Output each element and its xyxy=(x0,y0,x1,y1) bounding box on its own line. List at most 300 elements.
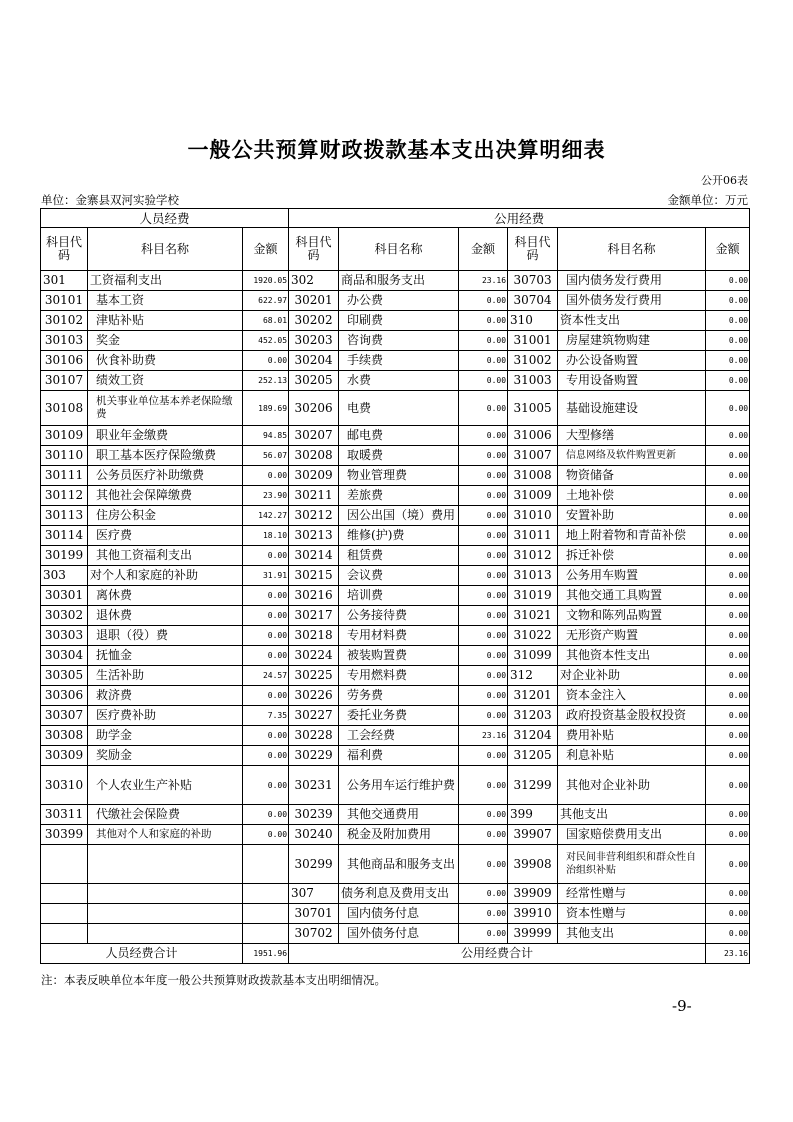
amount-cell: 0.00 xyxy=(706,506,750,526)
table-row xyxy=(41,924,750,944)
amount-cell: 0.00 xyxy=(243,646,289,666)
amount-cell: 0.00 xyxy=(706,726,750,746)
table-row xyxy=(41,391,750,426)
expenditure-table xyxy=(40,208,750,964)
name-cell: 手续费 xyxy=(339,351,459,371)
amount-cell: 0.00 xyxy=(459,311,508,331)
code-cell: 30206 xyxy=(289,391,339,426)
amount-cell: 0.00 xyxy=(459,546,508,566)
table-row xyxy=(41,486,750,506)
code-cell: 31019 xyxy=(508,586,558,606)
name-cell: 物资储备 xyxy=(558,466,706,486)
code-cell: 30214 xyxy=(289,546,339,566)
name-cell: 其他工资福利支出 xyxy=(88,546,243,566)
amount-cell: 0.00 xyxy=(243,726,289,746)
amount-cell: 0.00 xyxy=(706,291,750,311)
code-header: 科目代码 xyxy=(508,228,558,271)
code-cell: 30110 xyxy=(41,446,88,466)
name-cell: 助学金 xyxy=(88,726,243,746)
code-cell: 30703 xyxy=(508,271,558,291)
form-number: 公开06表 xyxy=(701,174,748,187)
code-cell: 39909 xyxy=(508,884,558,904)
name-cell: 其他对个人和家庭的补助 xyxy=(88,825,243,845)
table-row xyxy=(41,706,750,726)
name-cell: 专用设备购置 xyxy=(558,371,706,391)
name-cell: 公务用车购置 xyxy=(558,566,706,586)
amount-cell: 0.00 xyxy=(459,526,508,546)
name-cell: 资本金注入 xyxy=(558,686,706,706)
table-row xyxy=(41,646,750,666)
amount-cell: 0.00 xyxy=(459,486,508,506)
code-cell: 30211 xyxy=(289,486,339,506)
name-cell: 其他交通工具购置 xyxy=(558,586,706,606)
table-row xyxy=(41,746,750,766)
code-cell: 39907 xyxy=(508,825,558,845)
name-cell: 职业年金缴费 xyxy=(88,426,243,446)
name-cell: 公务用车运行维护费 xyxy=(339,766,459,805)
code-cell: 30209 xyxy=(289,466,339,486)
amount-cell: 0.00 xyxy=(459,766,508,805)
amount-cell: 0.00 xyxy=(243,626,289,646)
name-cell: 租赁费 xyxy=(339,546,459,566)
name-cell: 抚恤金 xyxy=(88,646,243,666)
code-cell xyxy=(41,924,88,944)
code-cell: 30224 xyxy=(289,646,339,666)
name-cell: 拆迁补偿 xyxy=(558,546,706,566)
amount-cell: 0.00 xyxy=(243,766,289,805)
code-cell: 31001 xyxy=(508,331,558,351)
amount-cell: 0.00 xyxy=(706,426,750,446)
code-cell: 30303 xyxy=(41,626,88,646)
name-cell: 津贴补贴 xyxy=(88,311,243,331)
name-cell xyxy=(88,904,243,924)
code-cell: 30213 xyxy=(289,526,339,546)
amount-cell: 0.00 xyxy=(459,805,508,825)
amount-cell: 0.00 xyxy=(459,291,508,311)
name-cell: 福利费 xyxy=(339,746,459,766)
name-cell: 工会经费 xyxy=(339,726,459,746)
table-row xyxy=(41,271,750,291)
amount-cell: 68.01 xyxy=(243,311,289,331)
code-cell: 31204 xyxy=(508,726,558,746)
code-cell: 30306 xyxy=(41,686,88,706)
name-cell: 委托业务费 xyxy=(339,706,459,726)
table-row xyxy=(41,805,750,825)
table-row xyxy=(41,546,750,566)
table-row xyxy=(41,466,750,486)
name-cell: 基本工资 xyxy=(88,291,243,311)
name-cell: 国内债务发行费用 xyxy=(558,271,706,291)
amount-cell: 0.00 xyxy=(706,271,750,291)
name-cell: 退休费 xyxy=(88,606,243,626)
amount-cell xyxy=(243,924,289,944)
amount-cell: 0.00 xyxy=(459,666,508,686)
name-cell xyxy=(88,845,243,884)
table-row xyxy=(41,311,750,331)
code-cell: 30199 xyxy=(41,546,88,566)
table-row xyxy=(41,291,750,311)
name-cell: 离休费 xyxy=(88,586,243,606)
table-row xyxy=(41,526,750,546)
name-cell: 其他支出 xyxy=(558,805,706,825)
amount-header: 金额 xyxy=(459,228,508,271)
amount-header: 金额 xyxy=(243,228,289,271)
totals-row xyxy=(41,944,750,964)
amount-cell: 0.00 xyxy=(459,351,508,371)
name-cell: 退职（役）费 xyxy=(88,626,243,646)
amount-cell: 252.13 xyxy=(243,371,289,391)
public-total-label: 公用经费合计 xyxy=(289,944,706,964)
code-header: 科目代码 xyxy=(289,228,339,271)
amount-cell xyxy=(243,845,289,884)
amount-cell: 0.00 xyxy=(706,805,750,825)
name-cell: 救济费 xyxy=(88,686,243,706)
personnel-total-label: 人员经费合计 xyxy=(41,944,243,964)
code-header: 科目代码 xyxy=(41,228,88,271)
name-cell: 奖金 xyxy=(88,331,243,351)
amount-cell: 0.00 xyxy=(706,845,750,884)
code-cell: 31299 xyxy=(508,766,558,805)
code-cell: 30101 xyxy=(41,291,88,311)
table-row xyxy=(41,825,750,845)
code-cell: 31008 xyxy=(508,466,558,486)
name-cell: 对民间非营利组织和群众性自治组织补贴 xyxy=(558,845,706,884)
code-cell: 30299 xyxy=(289,845,339,884)
amount-cell: 0.00 xyxy=(459,686,508,706)
name-cell: 对企业补助 xyxy=(558,666,706,686)
name-cell: 水费 xyxy=(339,371,459,391)
name-cell: 会议费 xyxy=(339,566,459,586)
code-cell: 303 xyxy=(41,566,88,586)
code-cell: 30111 xyxy=(41,466,88,486)
amount-cell: 0.00 xyxy=(706,626,750,646)
name-cell: 奖励金 xyxy=(88,746,243,766)
code-cell: 30231 xyxy=(289,766,339,805)
code-cell: 30203 xyxy=(289,331,339,351)
table-row xyxy=(41,426,750,446)
name-cell: 大型修缮 xyxy=(558,426,706,446)
name-cell: 电费 xyxy=(339,391,459,426)
name-cell: 咨询费 xyxy=(339,331,459,351)
group-header-row xyxy=(41,209,750,228)
amount-cell: 0.00 xyxy=(243,546,289,566)
name-cell: 工资福利支出 xyxy=(88,271,243,291)
code-cell: 31201 xyxy=(508,686,558,706)
amount-cell: 0.00 xyxy=(706,766,750,805)
table-row xyxy=(41,626,750,646)
code-cell: 31021 xyxy=(508,606,558,626)
code-cell: 301 xyxy=(41,271,88,291)
personnel-group-header: 人员经费 xyxy=(41,209,289,228)
code-cell: 30399 xyxy=(41,825,88,845)
name-cell: 绩效工资 xyxy=(88,371,243,391)
amount-cell: 0.00 xyxy=(706,466,750,486)
name-cell: 费用补贴 xyxy=(558,726,706,746)
name-cell: 土地补偿 xyxy=(558,486,706,506)
public-group-header: 公用经费 xyxy=(289,209,750,228)
table-row xyxy=(41,506,750,526)
amount-cell: 24.57 xyxy=(243,666,289,686)
table-row xyxy=(41,586,750,606)
code-cell: 30114 xyxy=(41,526,88,546)
name-cell: 文物和陈列品购置 xyxy=(558,606,706,626)
amount-cell: 0.00 xyxy=(459,371,508,391)
code-cell: 30701 xyxy=(289,904,339,924)
name-cell: 办公费 xyxy=(339,291,459,311)
code-cell: 30204 xyxy=(289,351,339,371)
amount-cell: 23.16 xyxy=(459,726,508,746)
amount-cell: 1920.05 xyxy=(243,271,289,291)
amount-cell: 0.00 xyxy=(706,666,750,686)
amount-cell: 0.00 xyxy=(706,331,750,351)
name-cell: 差旅费 xyxy=(339,486,459,506)
name-cell: 其他社会保障缴费 xyxy=(88,486,243,506)
code-cell: 30302 xyxy=(41,606,88,626)
name-cell: 专用材料费 xyxy=(339,626,459,646)
name-cell: 取暖费 xyxy=(339,446,459,466)
amount-cell xyxy=(243,904,289,924)
code-cell: 31203 xyxy=(508,706,558,726)
code-cell: 312 xyxy=(508,666,558,686)
code-cell: 30309 xyxy=(41,746,88,766)
code-cell: 307 xyxy=(289,884,339,904)
code-cell: 30112 xyxy=(41,486,88,506)
code-cell: 30102 xyxy=(41,311,88,331)
amount-cell: 0.00 xyxy=(706,446,750,466)
amount-cell: 452.05 xyxy=(243,331,289,351)
name-cell: 个人农业生产补贴 xyxy=(88,766,243,805)
amount-cell: 0.00 xyxy=(706,706,750,726)
amount-cell: 0.00 xyxy=(706,924,750,944)
code-cell: 30215 xyxy=(289,566,339,586)
amount-cell: 0.00 xyxy=(706,606,750,626)
name-cell: 信息网络及软件购置更新 xyxy=(558,446,706,466)
name-cell: 办公设备购置 xyxy=(558,351,706,371)
amount-cell: 622.97 xyxy=(243,291,289,311)
amount-cell xyxy=(243,884,289,904)
code-cell: 31005 xyxy=(508,391,558,426)
amount-cell: 0.00 xyxy=(459,506,508,526)
amount-cell: 0.00 xyxy=(459,924,508,944)
name-cell: 政府投资基金股权投资 xyxy=(558,706,706,726)
code-cell: 30225 xyxy=(289,666,339,686)
code-cell: 31012 xyxy=(508,546,558,566)
code-cell: 310 xyxy=(508,311,558,331)
code-cell: 30307 xyxy=(41,706,88,726)
code-cell: 30229 xyxy=(289,746,339,766)
page-title: 一般公共预算财政拨款基本支出决算明细表 xyxy=(187,138,606,162)
code-cell: 39910 xyxy=(508,904,558,924)
amount-cell: 0.00 xyxy=(706,586,750,606)
table-row xyxy=(41,726,750,746)
money-unit-label: 金额单位：万元 xyxy=(667,193,748,207)
amount-cell: 0.00 xyxy=(459,706,508,726)
amount-cell: 0.00 xyxy=(706,311,750,331)
amount-cell: 0.00 xyxy=(459,626,508,646)
name-cell: 公务员医疗补助缴费 xyxy=(88,466,243,486)
amount-cell: 31.91 xyxy=(243,566,289,586)
name-header: 科目名称 xyxy=(558,228,706,271)
amount-cell: 0.00 xyxy=(459,646,508,666)
code-cell: 30301 xyxy=(41,586,88,606)
amount-cell: 0.00 xyxy=(459,746,508,766)
table-row xyxy=(41,904,750,924)
code-cell: 30208 xyxy=(289,446,339,466)
amount-cell: 0.00 xyxy=(459,466,508,486)
amount-cell: 0.00 xyxy=(243,805,289,825)
code-cell: 30205 xyxy=(289,371,339,391)
name-cell: 公务接待费 xyxy=(339,606,459,626)
name-cell: 其他支出 xyxy=(558,924,706,944)
amount-cell: 7.35 xyxy=(243,706,289,726)
name-cell: 住房公积金 xyxy=(88,506,243,526)
code-cell: 30103 xyxy=(41,331,88,351)
name-cell: 生活补助 xyxy=(88,666,243,686)
amount-cell: 0.00 xyxy=(706,371,750,391)
amount-cell: 0.00 xyxy=(243,351,289,371)
name-cell: 房屋建筑物购建 xyxy=(558,331,706,351)
table-row xyxy=(41,446,750,466)
code-cell: 31003 xyxy=(508,371,558,391)
name-cell: 其他对企业补助 xyxy=(558,766,706,805)
code-cell: 31022 xyxy=(508,626,558,646)
name-cell: 邮电费 xyxy=(339,426,459,446)
code-cell: 31006 xyxy=(508,426,558,446)
name-cell: 印刷费 xyxy=(339,311,459,331)
name-cell: 经常性赠与 xyxy=(558,884,706,904)
name-header: 科目名称 xyxy=(88,228,243,271)
amount-cell: 0.00 xyxy=(706,686,750,706)
amount-cell: 0.00 xyxy=(459,331,508,351)
name-cell: 其他交通费用 xyxy=(339,805,459,825)
amount-cell: 0.00 xyxy=(706,391,750,426)
name-cell: 其他商品和服务支出 xyxy=(339,845,459,884)
code-cell: 30216 xyxy=(289,586,339,606)
code-cell: 31011 xyxy=(508,526,558,546)
amount-cell: 56.07 xyxy=(243,446,289,466)
name-cell: 国外债务发行费用 xyxy=(558,291,706,311)
table-row xyxy=(41,845,750,884)
amount-cell: 0.00 xyxy=(706,351,750,371)
name-cell: 培训费 xyxy=(339,586,459,606)
name-cell: 职工基本医疗保险缴费 xyxy=(88,446,243,466)
name-cell: 其他资本性支出 xyxy=(558,646,706,666)
code-cell: 30113 xyxy=(41,506,88,526)
name-cell: 对个人和家庭的补助 xyxy=(88,566,243,586)
footnote: 注：本表反映单位本年度一般公共预算财政拨款基本支出明细情况。 xyxy=(41,973,386,987)
name-cell: 劳务费 xyxy=(339,686,459,706)
code-cell: 30217 xyxy=(289,606,339,626)
amount-cell: 0.00 xyxy=(459,391,508,426)
table-row xyxy=(41,666,750,686)
amount-cell: 0.00 xyxy=(706,884,750,904)
table-row xyxy=(41,351,750,371)
code-cell: 31205 xyxy=(508,746,558,766)
name-cell: 利息补贴 xyxy=(558,746,706,766)
code-cell: 30109 xyxy=(41,426,88,446)
code-cell: 399 xyxy=(508,805,558,825)
amount-cell: 0.00 xyxy=(706,546,750,566)
amount-cell: 142.27 xyxy=(243,506,289,526)
table-row xyxy=(41,371,750,391)
code-cell xyxy=(41,845,88,884)
amount-cell: 0.00 xyxy=(243,466,289,486)
amount-cell: 0.00 xyxy=(706,486,750,506)
amount-cell: 0.00 xyxy=(243,686,289,706)
amount-cell: 18.10 xyxy=(243,526,289,546)
amount-cell: 0.00 xyxy=(459,566,508,586)
code-cell: 39908 xyxy=(508,845,558,884)
amount-cell: 0.00 xyxy=(459,426,508,446)
name-cell: 商品和服务支出 xyxy=(339,271,459,291)
code-cell: 31013 xyxy=(508,566,558,586)
amount-cell: 23.90 xyxy=(243,486,289,506)
code-cell: 30207 xyxy=(289,426,339,446)
name-cell: 被装购置费 xyxy=(339,646,459,666)
table-row xyxy=(41,331,750,351)
name-cell: 医疗费补助 xyxy=(88,706,243,726)
code-cell: 31009 xyxy=(508,486,558,506)
amount-cell: 0.00 xyxy=(706,526,750,546)
name-cell: 维修(护)费 xyxy=(339,526,459,546)
name-cell: 物业管理费 xyxy=(339,466,459,486)
public-total-value: 23.16 xyxy=(706,944,750,964)
name-cell: 机关事业单位基本养老保险缴费 xyxy=(88,391,243,426)
name-header: 科目名称 xyxy=(339,228,459,271)
code-cell: 30304 xyxy=(41,646,88,666)
code-cell: 31099 xyxy=(508,646,558,666)
column-header-row xyxy=(41,228,750,271)
code-cell: 30218 xyxy=(289,626,339,646)
table-row xyxy=(41,884,750,904)
code-cell: 30227 xyxy=(289,706,339,726)
code-cell: 30239 xyxy=(289,805,339,825)
amount-cell: 189.69 xyxy=(243,391,289,426)
name-cell: 税金及附加费用 xyxy=(339,825,459,845)
name-cell: 伙食补助费 xyxy=(88,351,243,371)
table-row xyxy=(41,686,750,706)
name-cell: 国家赔偿费用支出 xyxy=(558,825,706,845)
amount-cell: 0.00 xyxy=(706,566,750,586)
name-cell: 医疗费 xyxy=(88,526,243,546)
amount-cell: 0.00 xyxy=(243,746,289,766)
code-cell: 30106 xyxy=(41,351,88,371)
code-cell: 31007 xyxy=(508,446,558,466)
personnel-total-value: 1951.96 xyxy=(243,944,289,964)
amount-cell: 0.00 xyxy=(459,884,508,904)
table-row xyxy=(41,766,750,805)
name-cell: 专用燃料费 xyxy=(339,666,459,686)
code-cell xyxy=(41,904,88,924)
code-cell: 30202 xyxy=(289,311,339,331)
code-cell: 30305 xyxy=(41,666,88,686)
name-cell: 资本性支出 xyxy=(558,311,706,331)
amount-cell: 0.00 xyxy=(243,825,289,845)
code-cell: 30228 xyxy=(289,726,339,746)
amount-cell: 0.00 xyxy=(706,646,750,666)
name-cell: 地上附着物和青苗补偿 xyxy=(558,526,706,546)
code-cell: 30212 xyxy=(289,506,339,526)
name-cell: 债务利息及费用支出 xyxy=(339,884,459,904)
code-cell: 30308 xyxy=(41,726,88,746)
amount-cell: 0.00 xyxy=(706,825,750,845)
name-cell: 国外债务付息 xyxy=(339,924,459,944)
name-cell: 安置补助 xyxy=(558,506,706,526)
code-cell: 30702 xyxy=(289,924,339,944)
code-cell xyxy=(41,884,88,904)
name-cell: 因公出国（境）费用 xyxy=(339,506,459,526)
code-cell: 30310 xyxy=(41,766,88,805)
